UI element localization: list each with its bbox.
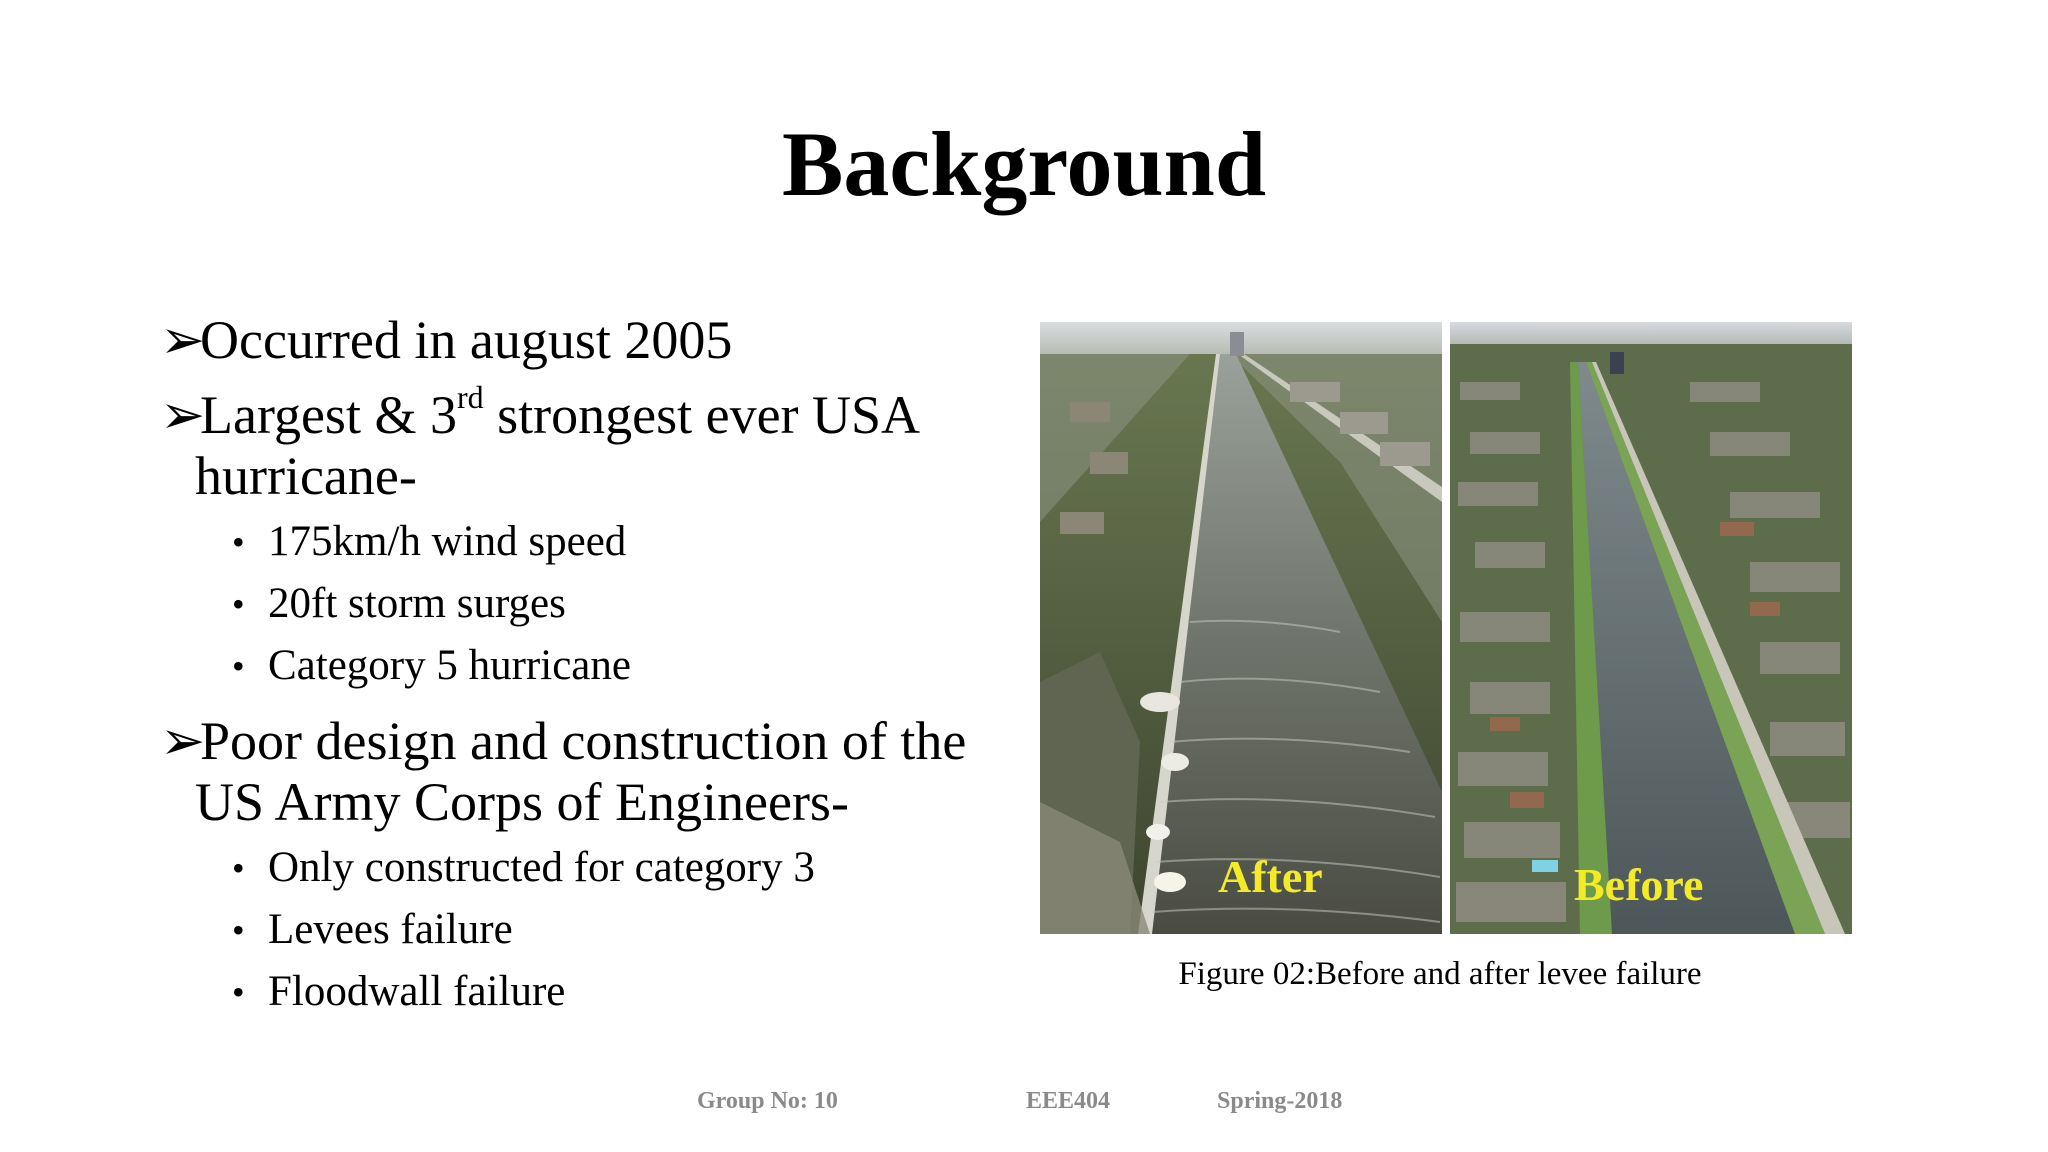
footer-term: Spring-2018 [1217,1088,1343,1114]
arrow-bullet-icon: ➢ [160,310,206,370]
sub-bullet-item [160,511,1020,573]
sub-bullet-item [160,961,1020,1023]
sub-bullet-list [160,837,1020,1023]
figure-caption: Figure 02:Before and after levee failure [1178,956,1702,992]
sub-bullet-item [160,573,1020,635]
bullet-text: Largest & 3 [200,385,457,446]
sub-bullet-text: Category 5 hurricane [268,642,631,690]
slide-title: Background [781,113,1267,215]
sub-bullet-item [160,899,1020,961]
bullet-text: Occurred in august 2005 [200,310,733,370]
sub-bullet-item [160,635,1020,697]
arrow-bullet-icon: ➢ [160,711,206,772]
bullet-list [160,310,1020,1029]
footer-group: Group No: 10 [697,1088,838,1114]
after-label: After [1218,851,1323,902]
bullet-text: strongest ever USA [483,385,921,446]
sub-bullet-text: Only constructed for category 3 [268,844,815,892]
after-photo [1040,322,1442,934]
sub-bullet-item [160,837,1020,899]
footer-course: EEE404 [1026,1088,1111,1114]
bullet-continuation: US Army Corps of Engineers- [195,772,849,833]
levee-figure [1040,322,1852,934]
bullet-item [160,379,1020,507]
before-label: Before [1574,859,1704,910]
bullet-item [160,310,1020,371]
sub-bullet-text: 175km/h wind speed [268,518,627,566]
bullet-item [160,711,1020,833]
sub-bullet-list [160,511,1020,697]
sub-bullet-text: 20ft storm surges [268,580,566,628]
bullet-continuation: hurricane- [195,446,417,507]
before-photo [1450,322,1852,934]
sub-bullet-text: Levees failure [268,906,513,954]
bullet-text: Poor design and construction of the [200,711,967,772]
sub-bullet-text: Floodwall failure [268,968,566,1016]
arrow-bullet-icon: ➢ [160,385,206,446]
superscript: rd [456,379,484,416]
